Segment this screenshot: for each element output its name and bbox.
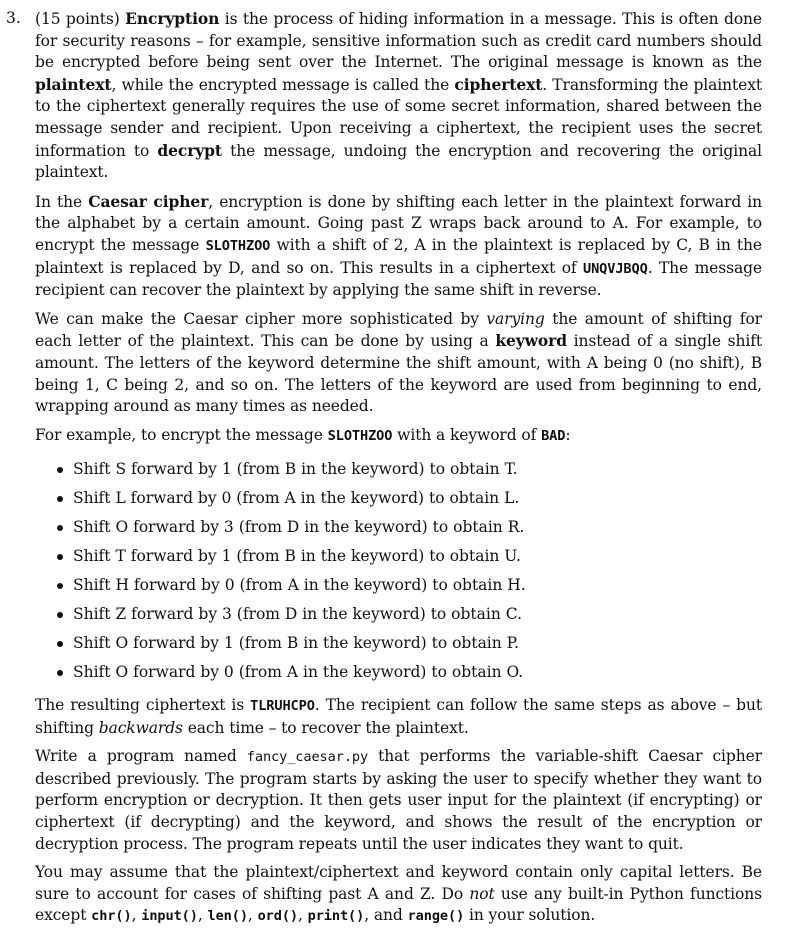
list-item: Shift L forward by 0 (from A in the keyword) to obtain L.	[57, 488, 762, 510]
list-item: Shift O forward by 3 (from D in the keyword) to obtain R.	[57, 517, 762, 539]
term-caesar-cipher: Caesar cipher	[88, 191, 209, 211]
paragraph-result: The resulting ciphertext is TLRUHCPO. The recipient can follow the same steps as above – but shifting backwards each time – to recover the plaintext.	[35, 696, 762, 737]
list-item: Shift S forward by 1 (from B in the keyword) to obtain T.	[57, 459, 762, 481]
emphasis-varying: varying	[486, 309, 545, 328]
term-encryption: Encryption	[125, 9, 220, 28]
paragraph-task: Write a program named fancy_caesar.py that performs the variable-shift Caesar cipher described previously. The program starts by asking the user to specify whether they want to perform encryption or decryption. It then gets user input for the plaintext (if encrypting) or ciphertext (if decrypting) and the keyword, and shows the result of the encryption or decryption process. The program repeats until the user indicates they want to quit.	[35, 747, 763, 853]
code-keyword: BAD	[541, 427, 566, 444]
paragraph-caesar: In the Caesar cipher, encryption is done by shifting each letter in the plaintext forward in the alphabet by a certain amount. Going past Z wraps back around to A. For example, to encrypt the message SLOTHZOO with a shift of 2, A in the plaintext is replaced by C, B in the plaintext is replaced by D, and so on. This results in a ciphertext of UNQVJBQQ. The message recipient can recover the plaintext by applying the same shift in reverse.	[35, 191, 763, 300]
list-item: Shift Z forward by 3 (from D in the keyword) to obtain C.	[57, 604, 762, 626]
code-result-ciphertext: TLRUHCPO	[250, 698, 315, 715]
code-print: print()	[307, 908, 365, 925]
code-ord: ord()	[257, 908, 298, 925]
code-input: input()	[141, 908, 198, 925]
code-len: len()	[207, 908, 248, 925]
term-ciphertext: ciphertext	[454, 74, 543, 94]
problem-number: 3.	[6, 9, 21, 27]
paragraph-constraints: You may assume that the plaintext/ciphertext and keyword contain only capital letters. Be sure to account for cases of shifting past A and Z. Do not use any built-in Python functions except chr(), input(), len(), ord(), print(), and range() in your solution.	[35, 863, 762, 925]
emphasis-backwards: backwards	[98, 718, 183, 737]
list-item: Shift O forward by 1 (from B in the keyword) to obtain P.	[57, 633, 762, 655]
paragraph-example-intro: For example, to encrypt the message SLOTHZOO with a keyword of BAD:	[35, 425, 571, 444]
term-decrypt: decrypt	[157, 140, 222, 160]
code-filename: fancy_caesar.py	[246, 749, 369, 766]
paragraph-keyword: We can make the Caesar cipher more sophisticated by varying the amount of shifting for each letter of the plaintext. This can be done by using a keyword instead of a single shift amount. The letters of the keyword determine the shift amount, with A being 0 (no shift), B being 1, C being 2, and so on. The letters of the keyword are used from beginning to end, wrapping around as many times as needed.	[35, 309, 762, 416]
shift-steps-list	[35, 459, 762, 683]
code-chr: chr()	[91, 908, 132, 925]
emphasis-not: not	[469, 884, 495, 903]
term-plaintext: plaintext	[35, 74, 112, 94]
list-item: Shift H forward by 0 (from A in the keyword) to obtain H.	[57, 575, 762, 597]
code-range: range()	[407, 908, 465, 925]
paragraph-intro: (15 points) Encryption is the process of hiding information in a message. This is often done for security reasons – for example, sensitive information such as credit card numbers should be encrypted before being sent over the Internet. The original message is known as the plaintext, while the encrypted message is called the ciphertext. Transforming the plaintext to the ciphertext generally requires the use of some secret information, shared between the message sender and recipient. Upon receiving a ciphertext, the recipient uses the secret information to decrypt the message, undoing the encryption and recovering the original plaintext.	[35, 9, 763, 182]
code-message: SLOTHZOO	[327, 427, 393, 444]
term-keyword: keyword	[495, 331, 567, 351]
list-item: Shift O forward by 0 (from A in the keyword) to obtain O.	[57, 662, 762, 684]
problem-points: (15 points)	[35, 10, 120, 28]
list-item: Shift T forward by 1 (from B in the keyword) to obtain U.	[57, 546, 762, 568]
code-ciphertext-example: UNQVJBQQ	[583, 260, 648, 277]
code-plaintext-example: SLOTHZOO	[205, 237, 271, 254]
